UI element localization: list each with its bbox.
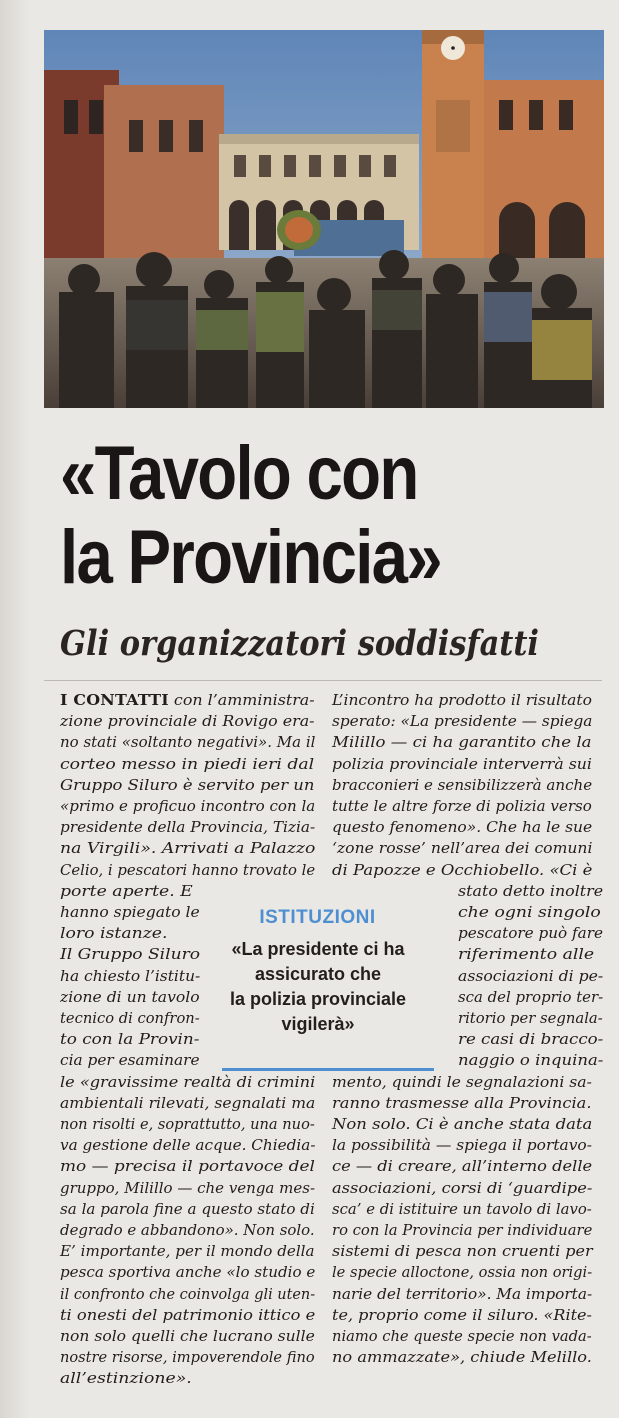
left-column-text: degrado e abbandono». Non solo. <box>60 1221 315 1239</box>
right-column-text: che ogni singolo <box>458 903 601 921</box>
right-column-line <box>332 860 592 881</box>
right-column-line <box>332 1135 592 1156</box>
right-column-text: di Papozze e Occhiobello. «Ci è <box>332 860 593 879</box>
left-column-line <box>60 838 315 859</box>
left-column-line <box>60 966 200 987</box>
right-column-line <box>332 1347 592 1368</box>
right-column-text: pescatore può fare <box>458 924 604 943</box>
right-column-line <box>458 987 603 1008</box>
left-column-line <box>60 1178 315 1199</box>
left-column-line <box>60 1347 315 1368</box>
headline-line-2: la Provincia» <box>60 515 441 600</box>
left-column-text: le «gravissime realtà di crimini <box>60 1072 316 1091</box>
subtitle-divider <box>44 680 602 681</box>
right-column-line <box>458 902 601 923</box>
right-column-line <box>458 923 603 944</box>
right-column-text: ce — di creare, all’interno delle <box>332 1157 593 1176</box>
sidebar-tag: ISTITUZIONI <box>259 907 376 928</box>
right-column-line <box>332 1156 592 1177</box>
left-column-line <box>60 987 200 1008</box>
left-column-text: all’estinzione». <box>60 1369 192 1388</box>
right-column-line <box>332 1093 591 1114</box>
right-column-line <box>458 1050 603 1071</box>
photo-illustration <box>44 30 604 408</box>
sidebar-quote-line: «La presidente ci ha <box>231 939 405 959</box>
right-column-text: sca’ e di istituire un tavolo di lavo- <box>332 1199 592 1218</box>
left-column-line <box>60 902 200 923</box>
left-column-line <box>60 1241 315 1262</box>
right-column-text: sperato: «La presidente — spiega <box>332 712 593 731</box>
right-column-text: sistemi di pesca non cruenti per <box>332 1242 593 1261</box>
right-column-text: ‘zone rosse’ nell’area dei comuni <box>332 839 593 858</box>
right-column-text: narie del territorio». Ma importa- <box>332 1284 593 1303</box>
right-column-line <box>332 1326 592 1347</box>
left-column-text: «primo e proficuo incontro con la <box>60 797 316 815</box>
left-column-line <box>60 1305 315 1326</box>
right-column-text: L’incontro ha prodotto il risultato <box>332 691 592 709</box>
right-column-line <box>332 1241 593 1262</box>
right-column-line <box>332 1199 592 1220</box>
left-column-line <box>60 1199 315 1220</box>
right-column-line <box>332 1284 592 1305</box>
right-column-line <box>332 1305 592 1326</box>
right-column-line <box>332 1178 592 1199</box>
left-column-line <box>60 1156 315 1177</box>
right-column-text: le specie alloctone, ossia non origi- <box>332 1263 593 1282</box>
left-column-line <box>60 1093 315 1114</box>
right-column-line <box>332 838 592 859</box>
right-column-text: ritorio per segnala- <box>458 1009 603 1027</box>
left-column-line <box>60 1135 316 1156</box>
right-column-line <box>332 817 592 838</box>
left-column-line <box>60 754 314 775</box>
sidebar-quote-line: la polizia provinciale <box>229 989 407 1009</box>
left-column-line <box>60 796 315 817</box>
left-column-text: no stati «soltanto negativi». Ma il <box>60 733 316 752</box>
left-column-text: Il Gruppo Siluro <box>60 945 201 964</box>
left-column-line <box>60 1262 315 1283</box>
article-subtitle: Gli organizzatori soddisfatti <box>60 623 540 664</box>
right-column-text: stato detto inoltre <box>458 881 604 900</box>
left-column-text: loro istanze. <box>60 924 168 943</box>
right-column-line <box>332 732 592 753</box>
news-photo <box>44 30 604 408</box>
left-column-line <box>60 817 315 838</box>
right-column-line <box>332 796 592 817</box>
headline-line-1: «Tavolo con <box>60 431 418 516</box>
right-column-text: bracconieri e sensibilizzerà anche <box>332 775 593 794</box>
right-column-text: ranno trasmesse alla Provincia. <box>332 1093 592 1112</box>
right-column-line <box>458 881 603 902</box>
right-column-text: re casi di bracco- <box>458 1030 604 1049</box>
left-column-text: porte aperte. E <box>60 881 193 900</box>
right-column-text: associazioni di pe- <box>458 966 604 985</box>
left-column-text: to con la Provin- <box>60 1030 200 1049</box>
right-column-text: riferimento alle <box>458 945 595 964</box>
right-column-text: questo fenomeno». Che ha le sue <box>332 818 593 837</box>
left-column-text: non solo quelli che lucrano sulle <box>60 1327 315 1345</box>
left-column-line <box>60 1072 315 1093</box>
left-column-text: presidente della Provincia, Tizia- <box>60 818 316 837</box>
left-column-text: mo — precisa il portavoce del <box>60 1157 315 1176</box>
left-column-text: con l’amministra- <box>168 691 315 709</box>
left-column-line <box>60 690 315 711</box>
right-column-line <box>458 1008 603 1029</box>
left-column-text: pesca sportiva anche «lo studio e <box>60 1263 316 1282</box>
right-column-text: polizia provinciale interverrà sui <box>332 754 592 773</box>
left-column-line <box>60 860 315 881</box>
left-column-line <box>60 881 193 902</box>
right-column-line <box>332 1262 592 1283</box>
right-column-text: associazioni, corsi di ‘guardipe- <box>332 1178 593 1197</box>
sidebar-quote-line: vigilerà» <box>281 1014 355 1034</box>
right-column-line <box>332 711 592 732</box>
sidebar-underline <box>222 1068 434 1071</box>
right-column-line <box>458 944 594 965</box>
sidebar-quote-line: assicurato che <box>254 964 382 984</box>
left-column-text: nostre risorse, impoverendole fino <box>60 1348 315 1367</box>
left-column-text: gruppo, Milillo — che venga mes- <box>60 1178 316 1197</box>
left-column-text: ti onesti del patrimonio ittico e <box>60 1305 316 1324</box>
left-column-text: zione di un tavolo <box>60 987 200 1006</box>
right-column-text: sca del proprio ter- <box>458 987 604 1006</box>
left-column-line <box>60 1050 200 1071</box>
right-column-text: Non solo. Ci è anche stata data <box>332 1115 593 1133</box>
right-column-line <box>332 775 592 796</box>
right-column-text: mento, quindi le segnalazioni sa- <box>332 1072 592 1091</box>
left-column-line <box>60 923 168 944</box>
article-headline <box>60 432 524 600</box>
scan-left-edge <box>0 0 30 1418</box>
right-column-line <box>332 754 592 775</box>
left-column-line <box>60 944 200 965</box>
left-column-text: va gestione delle acque. Chiedia- <box>60 1136 316 1155</box>
left-column-line <box>60 711 315 732</box>
left-column-line <box>60 1029 199 1050</box>
left-column-text: ambientali rilevati, segnalati ma <box>60 1093 316 1112</box>
left-column-text: non risolti e, soprattutto, una nuo- <box>60 1115 315 1133</box>
left-column-line <box>60 1326 315 1347</box>
left-column-text: ha chiesto l’istitu- <box>60 966 201 985</box>
left-column-text: cia per esaminare <box>60 1051 200 1070</box>
left-column-line <box>60 1284 315 1305</box>
left-column-text: na Virgili». Arrivati a Palazzo <box>60 839 316 858</box>
right-column-line <box>332 1220 592 1241</box>
left-column-text: corteo messo in piedi ieri dal <box>60 754 315 773</box>
right-column-line <box>332 690 592 711</box>
right-column-text: Milillo — ci ha garantito che la <box>332 733 592 752</box>
left-column-text: tecnico di confron- <box>60 1009 200 1027</box>
article-lead: I CONTATTI <box>60 691 169 709</box>
left-column-line <box>60 1008 200 1029</box>
right-column-text: ro con la Provincia per individuare <box>332 1221 593 1239</box>
left-column-text: Celio, i pescatori hanno trovato le <box>60 860 316 879</box>
sidebar-quote <box>202 937 434 1037</box>
right-column-line <box>332 1072 592 1093</box>
right-column-text: la possibilità — spiega il portavo- <box>332 1136 592 1155</box>
left-column-text: il confronto che coinvolga gli uten- <box>60 1284 316 1303</box>
left-column-line <box>60 732 315 753</box>
right-column-line <box>458 966 603 987</box>
left-column-text: sa la parola fine a questo stato di <box>60 1199 315 1218</box>
left-column-text: hanno spiegato le <box>60 903 200 921</box>
right-column-text: niamo che queste specie non vada- <box>332 1327 592 1345</box>
right-column-text: naggio o inquina- <box>458 1051 604 1070</box>
left-column-text: E’ importante, per il mondo della <box>60 1242 315 1261</box>
left-column-line <box>60 1220 315 1241</box>
right-column-line <box>458 1029 603 1050</box>
left-column-text: Gruppo Siluro è servito per un <box>60 775 315 794</box>
left-column-line <box>60 1114 315 1135</box>
right-column-text: tutte le altre forze di polizia verso <box>332 797 592 815</box>
left-column-text: zione provinciale di Rovigo era- <box>60 712 315 731</box>
left-column-line <box>60 1368 192 1389</box>
right-column-text: no ammazzate», chiude Melillo. <box>332 1348 592 1367</box>
right-column-text: te, proprio come il siluro. «Rite- <box>332 1305 592 1324</box>
left-column-line <box>60 775 314 796</box>
right-column-line <box>332 1114 592 1135</box>
